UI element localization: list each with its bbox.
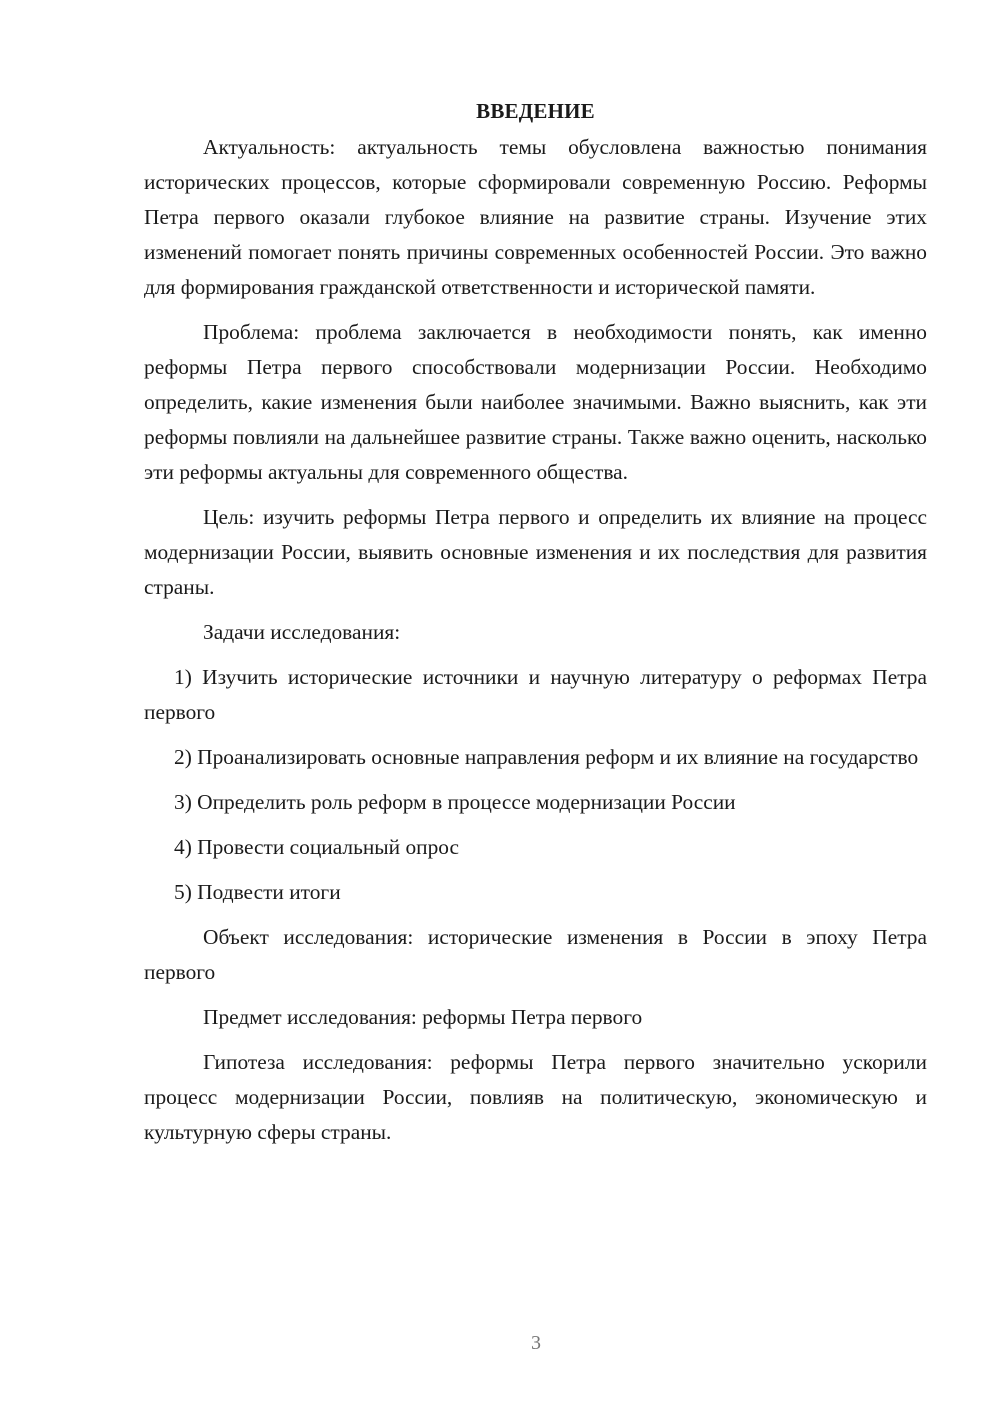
- task-item: 3) Определить роль реформ в процессе модернизации России: [174, 790, 736, 814]
- problem-paragraph: Проблема: проблема заключается в необходимости понять, как именно реформы Петра первого способствовали модернизации России. Необходимо определить, какие изменения были наиболее значимыми. Важно выяснить, как эти реформы повлияли на дальнейшее развитие страны. Также важно оценить, насколько эти реформы актуальны для современного общества.: [144, 320, 927, 484]
- task-item: 4) Провести социальный опрос: [174, 835, 460, 859]
- tasks-heading: Задачи исследования:: [203, 620, 401, 644]
- task-item: 2) Проанализировать основные направления реформ и их влияние на государство: [174, 745, 919, 769]
- task-item: 5) Подвести итоги: [174, 880, 341, 904]
- goal-paragraph: Цель: изучить реформы Петра первого и определить их влияние на процесс модернизации России, выявить основные изменения и их последствия для развития страны.: [144, 505, 927, 599]
- page-number: 3: [531, 1332, 541, 1354]
- hypothesis-paragraph: Гипотеза исследования: реформы Петра первого значительно ускорили процесс модернизации России, повлияв на политическую, экономическую и культурную сферы страны.: [144, 1050, 927, 1144]
- page-content: [144, 96, 927, 1160]
- object-paragraph: Объект исследования: исторические изменения в России в эпоху Петра первого: [144, 925, 927, 984]
- subject-paragraph: Предмет исследования: реформы Петра первого: [203, 1005, 643, 1029]
- task-item: 1) Изучить исторические источники и научную литературу о реформах Петра первого: [144, 665, 927, 724]
- relevance-paragraph: Актуальность: актуальность темы обусловлена важностью понимания исторических процессов, которые сформировали современную Россию. Реформы Петра первого оказали глубокое влияние на развитие страны. Изучение этих изменений помогает понять причины современных особенностей России. Это важно для формирования гражданской ответственности и исторической памяти.: [144, 135, 927, 299]
- page-title: ВВЕДЕНИЕ: [476, 99, 595, 123]
- tasks-list: [144, 660, 927, 910]
